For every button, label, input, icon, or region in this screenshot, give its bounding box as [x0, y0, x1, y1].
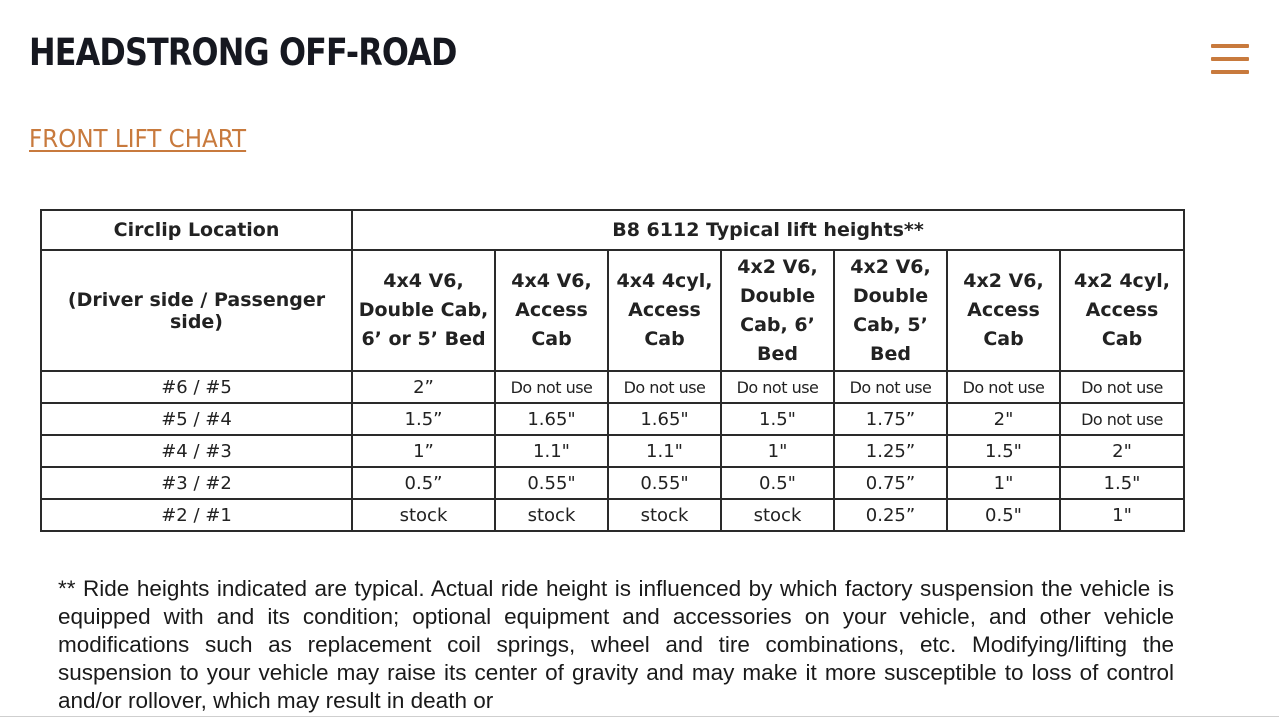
table-row — [41, 499, 1184, 531]
lift-value-cell: 0.25” — [834, 499, 947, 531]
vehicle-header-line: 4x2 V6, — [850, 255, 931, 278]
circlip-location-cell: #3 / #2 — [41, 467, 352, 499]
circlip-location-cell: #5 / #4 — [41, 403, 352, 435]
vehicle-header-line: 4x4 V6, — [383, 270, 464, 292]
vehicle-header-line: Access — [515, 299, 588, 321]
circlip-location-cell: #2 / #1 — [41, 499, 352, 531]
lift-table — [40, 209, 1185, 532]
vehicle-header-line: Bed — [757, 342, 798, 365]
vehicle-header-line: Cab, 5’ — [853, 313, 928, 336]
lift-value-cell: 0.55" — [608, 467, 721, 499]
vehicle-header-line: Cab, 6’ — [740, 313, 815, 336]
lift-value-cell: stock — [352, 499, 495, 531]
circlip-location-cell: #4 / #3 — [41, 435, 352, 467]
vehicle-header — [834, 250, 947, 371]
vehicle-header-line: 4x4 V6, — [511, 270, 592, 292]
menu-bar-bottom — [1211, 70, 1249, 74]
lift-value-cell: 2” — [352, 371, 495, 403]
vehicle-header-line: 4x4 4cyl, — [616, 270, 713, 292]
lift-value-cell: Do not use — [495, 371, 608, 403]
lift-value-cell: 1.75” — [834, 403, 947, 435]
vehicle-header-line: Access — [967, 299, 1040, 321]
circlip-location-cell: #6 / #5 — [41, 371, 352, 403]
vehicle-header-line: 6’ or 5’ Bed — [361, 328, 486, 350]
footnote-text: ** Ride heights indicated are typical. Actual ride height is influenced by which factory suspension the vehicle is equipped with and its condition; optional equipment and accessories on your vehicle, and other vehicle modifications such as replacement coil springs, wheel and tire combinations, etc. Modifying/lifting the suspension to your vehicle may raise its center of gravity and may make it more susceptible to loss of control and/or rollover, which may result in death or — [58, 576, 1174, 713]
vehicle-header — [721, 250, 834, 371]
hamburger-menu-icon[interactable] — [1210, 44, 1250, 76]
lift-value-cell: 1.1" — [608, 435, 721, 467]
lift-value-cell: 1” — [352, 435, 495, 467]
lift-heights-header — [352, 210, 1184, 250]
lift-value-cell: 1.1" — [495, 435, 608, 467]
table-row — [41, 467, 1184, 499]
vehicle-header — [352, 250, 495, 371]
menu-bar-middle — [1211, 57, 1249, 61]
menu-bar-top — [1211, 44, 1249, 48]
lift-value-cell: 0.75” — [834, 467, 947, 499]
lift-value-cell: 1" — [721, 435, 834, 467]
lift-value-cell: 2" — [1060, 435, 1184, 467]
lift-value-cell: 1.25” — [834, 435, 947, 467]
vehicle-header-line: 4x2 V6, — [737, 255, 818, 278]
vehicle-header-line: 4x2 4cyl, — [1074, 270, 1170, 292]
vehicle-header — [1060, 250, 1184, 371]
vehicle-header-line: Bed — [870, 342, 911, 365]
table-row — [41, 435, 1184, 467]
vehicle-header — [947, 250, 1060, 371]
vehicle-header — [495, 250, 608, 371]
vehicle-header-line: Cab — [1101, 328, 1143, 350]
lift-value-cell: 1" — [1060, 499, 1184, 531]
vehicle-header-line: Double Cab, — [358, 299, 489, 321]
lift-value-cell: 0.5" — [721, 467, 834, 499]
lift-value-cell: 0.5” — [352, 467, 495, 499]
table-row — [41, 371, 1184, 403]
lift-value-cell: 1.5" — [947, 435, 1060, 467]
lift-value-cell: 0.55" — [495, 467, 608, 499]
lift-value-cell: stock — [608, 499, 721, 531]
brand-logo[interactable]: HEADSTRONG OFF-ROAD — [29, 31, 457, 74]
front-lift-chart-link[interactable]: FRONT LIFT CHART — [29, 124, 247, 153]
vehicle-header-line: Cab — [644, 328, 685, 350]
lift-value-cell: 0.5" — [947, 499, 1060, 531]
vehicle-header-line: Cab — [983, 328, 1024, 350]
lift-value-cell: Do not use — [1060, 403, 1184, 435]
lift-value-cell: Do not use — [608, 371, 721, 403]
lift-value-cell: Do not use — [834, 371, 947, 403]
vehicle-header-line: Cab — [531, 328, 572, 350]
lift-value-cell: Do not use — [947, 371, 1060, 403]
lift-value-cell: stock — [495, 499, 608, 531]
lift-value-cell: 1.5" — [721, 403, 834, 435]
lift-value-cell: 2" — [947, 403, 1060, 435]
lift-heights-header-text: B8 6112 Typical lift heights** — [612, 219, 924, 241]
vehicle-header-line: Double — [739, 284, 816, 307]
lift-table-body — [41, 371, 1184, 531]
circlip-header: Circlip Location — [41, 210, 352, 250]
side-label: (Driver side / Passenger side) — [41, 250, 352, 371]
lift-value-cell: 1" — [947, 467, 1060, 499]
lift-chart-image — [0, 180, 1279, 719]
lift-value-cell: 1.5" — [1060, 467, 1184, 499]
vehicle-header-line: Access — [628, 299, 701, 321]
lift-value-cell: stock — [721, 499, 834, 531]
vehicle-header-line: Double — [852, 284, 929, 307]
table-row — [41, 403, 1184, 435]
lift-value-cell: 1.5” — [352, 403, 495, 435]
lift-value-cell: 1.65" — [608, 403, 721, 435]
bottom-divider — [0, 716, 1279, 717]
vehicle-header — [608, 250, 721, 371]
vehicle-header-line: 4x2 V6, — [963, 270, 1044, 292]
vehicle-header-line: Access — [1085, 299, 1159, 321]
lift-value-cell: 1.65" — [495, 403, 608, 435]
lift-value-cell: Do not use — [721, 371, 834, 403]
lift-value-cell: Do not use — [1060, 371, 1184, 403]
